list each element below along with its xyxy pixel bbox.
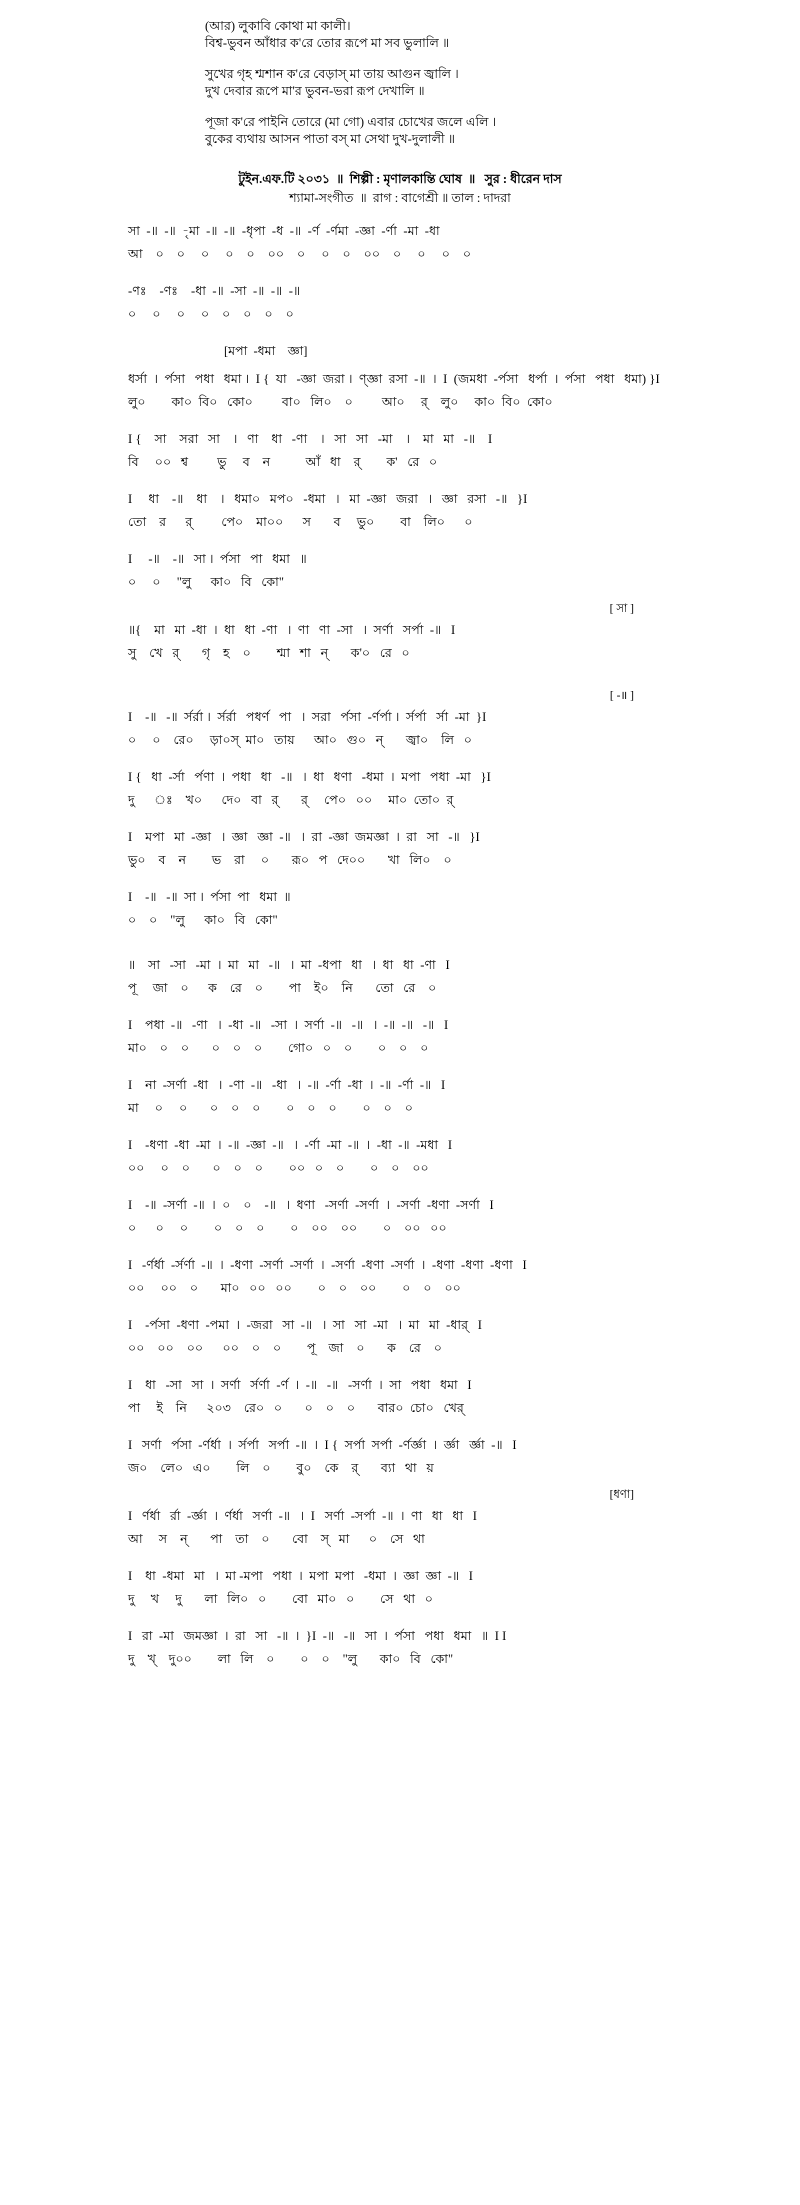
swara-line: I ধা -ধমা মা । মা -মপা পধা । মপা মপা -ধমা । জ্ঞা জ্ঞা -॥ I [128, 1569, 474, 1583]
swara-line: I র্ণর্ধা র্রা -র্জ্ঞা । র্ণর্ধা সর্ণা -॥ । I সর্ণা -সর্পা -॥ । ণা ধা ধা I [128, 1509, 478, 1523]
notation-row [128, 956, 720, 975]
notation-row [128, 430, 720, 449]
swara-line: I সর্ণা র্পসা -র্ণর্ধা । র্সর্পা সর্পা -॥ । I { সর্পা সর্পা -র্ণর্জ্ঞা । র্জ্ঞা র্জ্ঞা -॥ I [128, 1438, 517, 1452]
notation-row [128, 768, 720, 787]
notation-row [128, 305, 720, 324]
swara-line: I -॥ -॥ সা । র্পসা পা ধমা ॥ [128, 552, 307, 566]
notation-row [128, 911, 720, 930]
notation-row [128, 1256, 720, 1275]
notation-marker: [ সা ] [609, 603, 634, 615]
notation-row [128, 1436, 720, 1455]
notation-row [128, 1507, 720, 1526]
swara-line: আ ০ ০ ০ ০ ০ ০০ ০ ০ ০ ০০ ০ ০ ০ ০ [128, 247, 472, 261]
swara-line: পূ জা ০ ক রে ০ পা ই০ নি তো রে ০ [128, 981, 437, 995]
lyric-line: সুখের গৃহ শ্মশান ক'রে বেড়াস্ মা তায় আগুন জ্বালি । [205, 67, 459, 81]
notation-row [128, 851, 720, 870]
swara-line: দু খ্ দু০০ লা লি ০ ০ ০ "লু কা০ বি কো" [128, 1652, 454, 1666]
swara-line: ০ ০ "লু কা০ বি কো" [128, 913, 278, 927]
swara-line: ॥{ মা মা -ধা । ধা ধা -ণা । ণা ণা -সা । সর্ণা সর্পা -॥ I [128, 623, 456, 637]
swara-line: বি ০০ শ্ব ভু ব ন আঁ ধা র্ ক' রে ০ [128, 455, 438, 469]
notation-row [128, 791, 720, 810]
notation-row [128, 1530, 720, 1549]
notation-row [128, 828, 720, 847]
swara-line: ০ ০ ০ ০ ০ ০ ০ ০ [128, 307, 294, 321]
swara-line: জ০ লে০ এ০ লি ০ বু০ কে র্ ব্যা থা য় [128, 1461, 434, 1475]
credits-block [0, 170, 800, 208]
lyric-stanza [205, 114, 635, 148]
notation-row [128, 1459, 720, 1478]
swara-line: I -॥ -॥ সা । র্পসা পা ধমা ॥ [128, 890, 291, 904]
swara-line: ০ ০ রে০ ড়া০স্ মা০ তায় আ০ গু০ ন্ জ্বা০ লি ০ [128, 733, 472, 747]
swara-line: মা ০ ০ ০ ০ ০ ০ ০ ০ ০ ০ ০ [128, 1101, 413, 1115]
notation-row [128, 342, 720, 360]
credit-line-raga: শ্যামা-সংগীত ॥ রাগ : বাগেশ্রী ॥ তাল : দাদরা [289, 191, 511, 205]
notation-row [128, 1399, 720, 1418]
swara-line: I না -সর্ণা -ধা । -ণা -॥ -ধা । -॥ -র্ণা -ধা । -॥ -র্ণা -॥ I [128, 1078, 446, 1092]
swara-line: ০ ০ "লু কা০ বি কো" [128, 575, 285, 589]
notation-row [128, 1159, 720, 1178]
notation-row [128, 708, 720, 727]
notation-row [128, 1488, 720, 1503]
swara-line: ভু০ ব ন ভ রা ০ রূ০ প দে০০ খা লি০ ০ [128, 853, 452, 867]
swara-line: মা০ ০ ০ ০ ০ ০ গো০ ০ ০ ০ ০ ০ [128, 1041, 429, 1055]
notation-row [128, 1339, 720, 1358]
swara-line: দু খ দু লা লি০ ০ বো মা০ ০ সে থা ০ [128, 1592, 433, 1606]
lyric-stanza [205, 18, 635, 52]
notation-row [128, 1196, 720, 1215]
swara-line: ॥ সা -সা -মা । মা মা -॥ । মা -ধপা ধা । ধা ধা -ণা I [128, 958, 450, 972]
swara-line: I -র্পসা -ধণা -পমা । -জরা সা -॥ । সা সা -মা । মা মা -ধার্ I [128, 1318, 482, 1332]
swara-line: ধর্সা । র্পসা পধা ধমা । I { যা -জ্ঞা জরা । ণ্জ্ঞা রসা -॥ । I (জমধা -র্পসা ধর্পা । র্পসা পধা ধমা) }I [128, 372, 660, 386]
swara-line: I { ধা -র্সা র্পণা । পধা ধা -॥ । ধা ধণা -ধমা । মপা পধা -মা }I [128, 770, 491, 784]
notation-row [128, 1219, 720, 1238]
notation-row [128, 513, 720, 532]
swara-line: পা ই নি ২০৩ রে০ ০ ০ ০ ০ বার০ চো০ খের্ [128, 1401, 464, 1415]
lyric-line: পূজা ক'রে পাইনি তোরে (মা গো) এবার চোখের জলে এলি । [205, 115, 497, 129]
notation-row [128, 245, 720, 264]
notation-row [128, 573, 720, 592]
notation-marker: [ধণা] [609, 1489, 634, 1501]
lyric-line: দুখ দেবার রূপে মা'র ভুবন-ভরা রূপ দেখালি ॥ [205, 84, 425, 98]
swara-line: I রা -মা জমজ্ঞা । রা সা -॥ । }I -॥ -॥ সা । র্পসা পধা ধমা ॥ I I [128, 1629, 507, 1643]
swara-line: -ণঃ -ণঃ -ধা -॥ -সা -॥ -॥ -॥ [128, 284, 301, 298]
notation-row [128, 1136, 720, 1155]
swara-line: I -ধণা -ধা -মা । -॥ -জ্ঞা -॥ । -র্ণা -মা -॥ । -ধা -॥ -মধা I [128, 1138, 453, 1152]
lyric-stanza [205, 66, 635, 100]
notation-marker: [ -॥ ] [609, 690, 634, 702]
lyrics-block [165, 18, 635, 148]
swara-line: I ধা -॥ ধা । ধমা০ মপ০ -ধমা । মা -জ্ঞা জরা । জ্ঞা রসা -॥ }I [128, 492, 528, 506]
notation-row [128, 1590, 720, 1609]
swara-line: আ স ন্ পা তা ০ বো স্ মা ০ সে থা [128, 1532, 425, 1546]
swara-line: ০০ ০০ ০ মা০ ০০ ০০ ০ ০ ০০ ০ ০ ০০ [128, 1281, 461, 1295]
notation-row [128, 453, 720, 472]
swara-line: I -র্ণর্ধা -র্সর্ণা -॥ । -ধণা -সর্ণা -সর্ণা । -সর্ণা -ধণা -সর্ণা । -ধণা -ধণা -ধণা I [128, 1258, 527, 1272]
notation-row [128, 979, 720, 998]
swara-line: I { সা সরা সা । ণা ধা -ণা । সা সা -মা । মা মা -॥ I [128, 432, 493, 446]
swara-line: I -॥ -সর্ণা -॥ । ০ ০ -॥ । ধণা -সর্ণা -সর্ণা । -সর্ণা -ধণা -সর্ণা I [128, 1198, 494, 1212]
notation-row [128, 490, 720, 509]
swara-line: ০ ০ ০ ০ ০ ০ ০ ০০ ০০ ০ ০০ ০০ [128, 1221, 447, 1235]
lyric-line: বিশ্ব-ভুবন আঁধার ক'রে তোর রূপে মা সব ভুলালি ॥ [205, 36, 450, 50]
notation-body [80, 222, 720, 1669]
notation-row [128, 550, 720, 569]
notation-row [128, 370, 720, 389]
notation-row [128, 393, 720, 412]
notation-row [128, 731, 720, 750]
notation-row [128, 1627, 720, 1646]
lyric-line: বুকের ব্যথায় আসন পাতা বস্ মা সেথা দুখ-দুলালী ॥ [205, 132, 456, 146]
notation-row [128, 1376, 720, 1395]
credit-line-artist: টুইন.এফ.টি ২০৩১ ॥ শিল্পী : মৃণালকান্তি ঘোষ ॥ সুর : ধীরেন দাস [238, 172, 562, 186]
notation-row [128, 621, 720, 640]
notation-row [128, 888, 720, 907]
swara-line: I মপা মা -জ্ঞা । জ্ঞা জ্ঞা -॥ । রা -জ্ঞা জমজ্ঞা । রা সা -॥ }I [128, 830, 480, 844]
notation-row [128, 602, 720, 617]
swara-line: দু ঃ খ০ দে০ বা র্ র্ পে০ ০০ মা০ তো০ র্ [128, 793, 454, 807]
notation-row [128, 282, 720, 301]
swara-line: I ধা -সা সা । সর্ণা র্সর্ণা -র্ণ । -॥ -॥ -সর্ণা । সা পধা ধমা I [128, 1378, 472, 1392]
lyric-line: (আর) লুকাবি কোথা মা কালী। [205, 19, 351, 33]
swara-line: সু খে র্ গৃ হ ০ শ্মা শা ন্ ক'০ রে ০ [128, 646, 410, 660]
swara-line: সা -॥ -॥ -ৃমা -॥ -॥ -ধৃপা -ধ -॥ -র্ণ -র্ণমা -জ্ঞা -র্ণা -মা -ধা [128, 224, 440, 238]
swara-line: তো র র্ পে০ মা০০ স ব ভু০ বা লি০ ০ [128, 515, 473, 529]
swara-line: I পধা -॥ -ণা । -ধা -॥ -সা । সর্ণা -॥ -॥ । -॥ -॥ -॥ I [128, 1018, 449, 1032]
notation-row [128, 1279, 720, 1298]
notation-row [128, 1650, 720, 1669]
notation-row [128, 222, 720, 241]
notation-row [128, 689, 720, 704]
notation-row [128, 1099, 720, 1118]
swara-line: লু০ কা০ বি০ কো০ বা০ লি০ ০ আ০ র্ লু০ কা০ বি০ কো০ [128, 395, 553, 409]
swara-line: ০০ ০০ ০০ ০০ ০ ০ পূ জা ০ ক রে ০ [128, 1341, 443, 1355]
notation-inline-note: [মপা -ধমা জ্ঞা] [224, 344, 308, 358]
notation-row [128, 1016, 720, 1035]
notation-row [128, 1316, 720, 1335]
swara-line: I -॥ -॥ র্সর্রা । র্সর্রা পধর্ণ পা । সরা র্পসা -র্ণর্পা । র্সর্পা র্সা -মা }I [128, 710, 487, 724]
notation-row [128, 1039, 720, 1058]
notation-row [128, 1567, 720, 1586]
notation-row [128, 1076, 720, 1095]
notation-row [128, 644, 720, 663]
swara-line: ০০ ০ ০ ০ ০ ০ ০০ ০ ০ ০ ০ ০০ [128, 1161, 429, 1175]
